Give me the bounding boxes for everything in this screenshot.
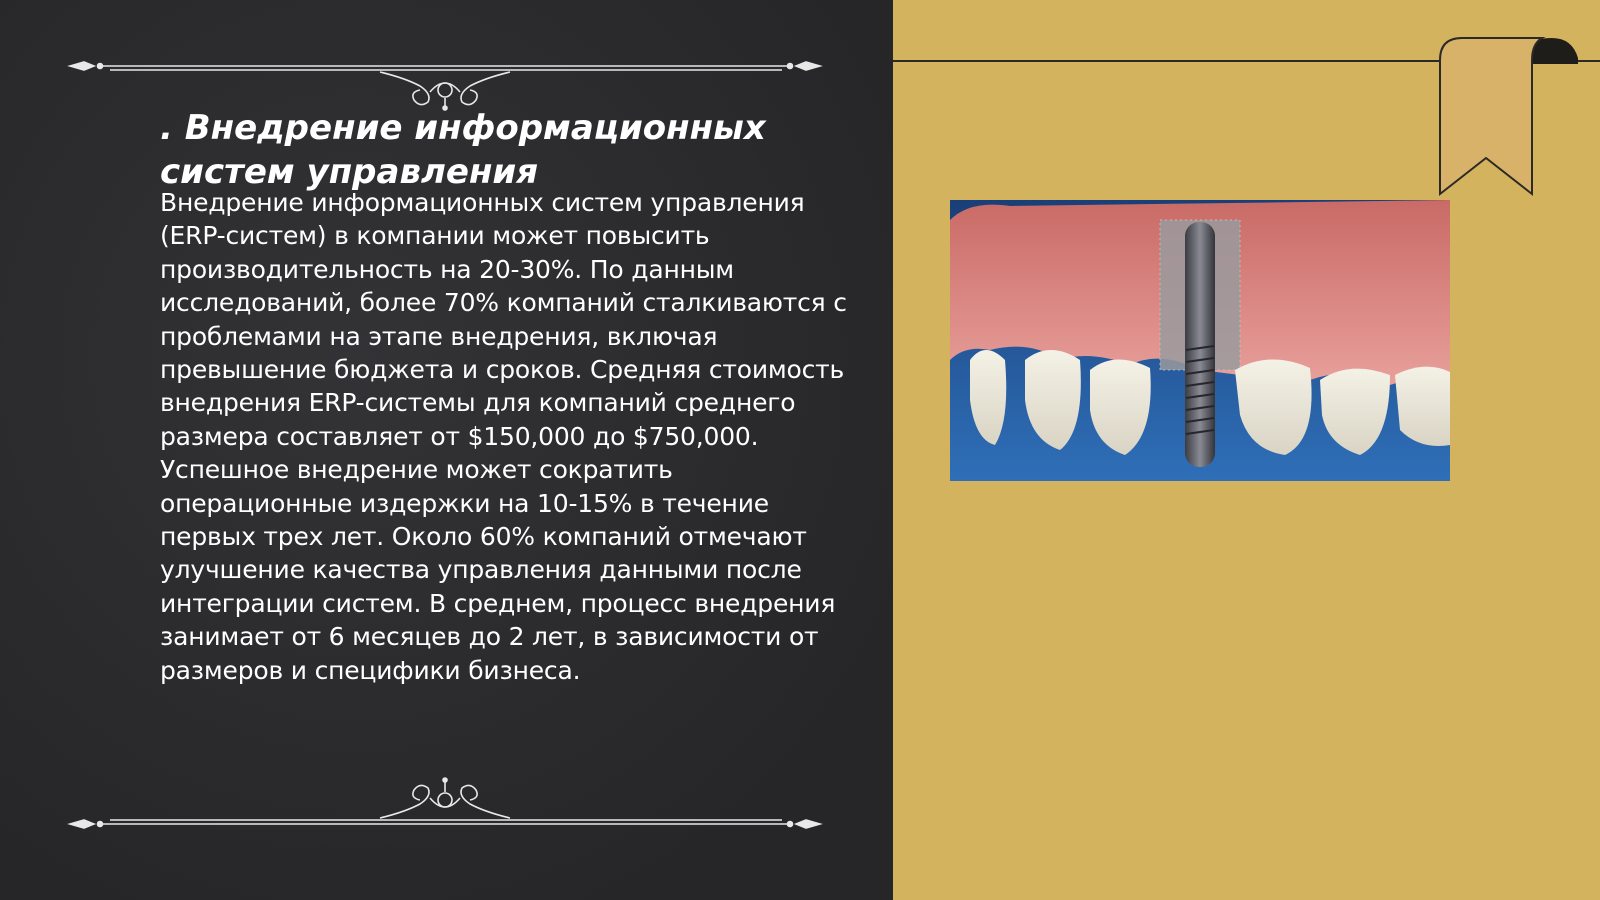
flourish-divider-icon bbox=[60, 52, 830, 112]
slide-body-text: Внедрение информационных систем управления (ERP-систем) в компании может повысить производительность на 20-30%. По данным исследований, более 70% компаний сталкиваются с проблемами на этапе внедрения, включая превышение бюджета и сроков. Средняя стоимость внедрения ERP-системы для компаний среднего размера составляет от $150,000 до $750,000. Успешное внедрение может сократить операционные издержки на 10-15% в течение первых трех лет. Около 60% компаний отмечают улучшение качества управления данными после интеграции систем. В среднем, процесс внедрения занимает от 6 месяцев до 2 лет, в зависимости от размеров и специфики бизнеса. bbox=[160, 188, 847, 685]
bookmark-ribbon-icon bbox=[1432, 34, 1580, 200]
dental-implant-image bbox=[950, 200, 1450, 481]
flourish-divider-icon bbox=[60, 772, 830, 832]
slide-title: . Внедрение информационных систем управления bbox=[160, 108, 766, 192]
